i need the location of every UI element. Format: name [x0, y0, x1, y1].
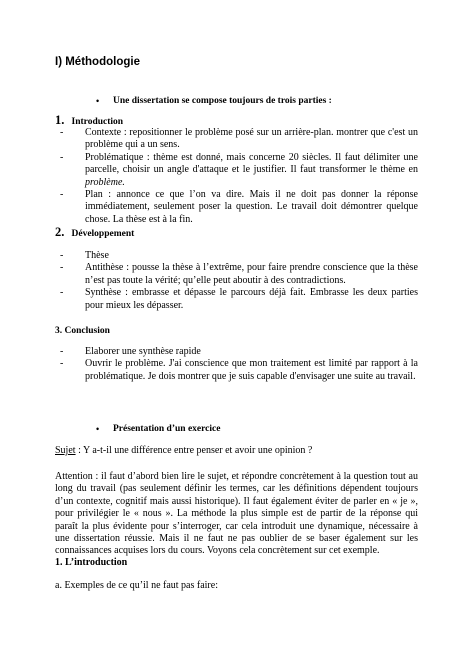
list-item [55, 152, 418, 189]
item-text: Thèse [85, 250, 109, 261]
conclusion-list [55, 346, 418, 383]
dash-glyph: - [60, 262, 64, 274]
item-text: Ouvrir le problème. J'ai conscience que mon traitement est limité par rapport à la problématique. Je dois montrer que je suis capable d'envisager une suite au travail. [85, 358, 418, 382]
list-item [55, 346, 418, 358]
list-item [55, 189, 418, 226]
item-text: Synthèse : embrasse et dépasse le parcours déjà fait. Embrasse les deux parties pour mieux les dépasser. [85, 287, 418, 311]
developpement-list [55, 250, 418, 312]
dash-glyph: - [60, 358, 64, 370]
bullet-text: Présentation d’un exercice [113, 424, 221, 434]
introduction-subheading: 1. L’introduction [55, 557, 128, 568]
bullet-icon: • [96, 96, 100, 106]
list-item [55, 262, 418, 287]
list-item [55, 127, 418, 152]
item-text: Problématique : thème est donné, mais concerne 20 siècles. Il faut délimiter une parcelle, choisir un angle d'attaque et le justifier. Il faut transformer le thème en [85, 151, 418, 176]
item-text: Plan : annonce ce que l’on va dire. Mais il ne doit pas donner la réponse immédiatement, seulement poser la question. Le travail doit démontrer quelque chose. La thèse est à la fin. [85, 189, 418, 225]
dash-glyph: - [60, 189, 64, 201]
dash-glyph: - [60, 250, 64, 261]
dash-glyph: - [60, 346, 64, 357]
item-text: Elaborer une synthèse rapide [85, 346, 201, 357]
introduction-list [55, 127, 418, 226]
problem-word: problème. [85, 176, 125, 188]
sujet-label: Sujet [55, 445, 76, 456]
examples-line: a. Exemples de ce qu’il ne faut pas faire: [55, 580, 218, 591]
dash-glyph: - [60, 151, 64, 163]
section-conclusion-heading: 3. Conclusion [55, 326, 110, 336]
section-label: Développement [71, 229, 135, 239]
section-developpement-heading [55, 226, 134, 240]
bullet-icon: • [96, 424, 100, 434]
sujet-line [55, 445, 418, 457]
item-text: Antithèse : pousse la thèse à l’extrême, pour faire prendre conscience que la thèse n’est pas toute la vérité; qu’elle peut aboutir à des contradictions. [85, 262, 418, 286]
dash-glyph: - [60, 287, 64, 299]
list-item [55, 287, 418, 312]
list-item [55, 250, 418, 262]
sujet-text: : Y a-t-il une différence entre penser et avoir une opinion ? [75, 445, 313, 456]
page-title: I) Méthodologie [55, 56, 140, 68]
section-number: 1. [55, 113, 65, 127]
dash-glyph: - [60, 127, 64, 138]
section-label: Introduction [71, 117, 124, 127]
list-item [55, 358, 418, 383]
bullet-text: Une dissertation se compose toujours de trois parties : [113, 96, 332, 106]
section-number: 2. [55, 225, 65, 239]
attention-paragraph: Attention : il faut d’abord bien lire le sujet, et répondre concrètement à la question tout au long du travail (pas seulement définir les termes, car les définitions dépendent toujours d’un contexte, cognitif mais aussi historique). Il faut également éviter de parler en « je », pour privilégier le « nous ». La méthode la plus simple est de partir de la réponse qui paraît la plus évidente pour s’interroger, car cela introduit une dynamique, nécessaire à une dissertation réussie. Mais il ne faut ne pas oublier de se baser également sur les connaissances acquises lors du cours. Voyons cela concrètement sur cet exemple. [55, 471, 418, 557]
item-text: Contexte : repositionner le problème posé sur un arrière-plan. montrer que c'est un problème qui a un sens. [85, 127, 418, 151]
